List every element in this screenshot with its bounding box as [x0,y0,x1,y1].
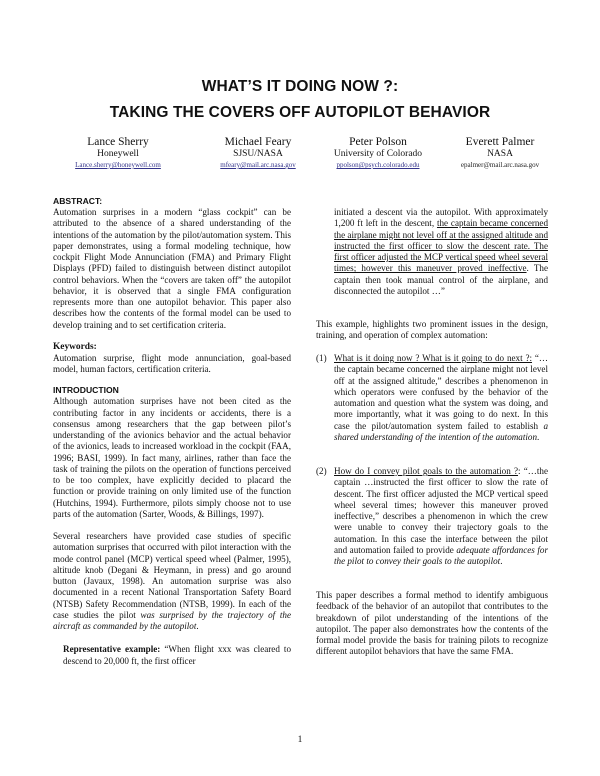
paragraph-text: . [196,621,199,631]
quote-text: . The captain then took manual control of the airplane, and disconnected the autopilot …” [334,263,548,296]
author-name: Everett Palmer [465,136,535,148]
author-affiliation: NASA [487,149,513,159]
introduction-paragraph [53,531,291,632]
paragraph-text: Several researchers have provided case studies of specific automation surprises that occurred with pilot interaction with the mode control panel (MCP) vertical speed wheel (Palmer, 1995), altitude knob (Degani & Heymann, in press) and go around button (Javaux, 1998). An automation surprise was also documented in a recent National Transportation Safety Board (NTSB) Safety Recommendation (NTSB, 1999). In each of the case studies the pilot [53,531,291,620]
list-number: (2) [316,466,327,476]
issue-text: . [500,556,503,566]
author-affiliation: University of Colorado [333,149,423,159]
abstract-text: Automation surprises in a modern “glass cockpit” can be attributed to the absence of a shared understanding of the intentions of the automation by the pilot/automation system. This paper demonstrates, using a formal modeling technique, how cockpit Flight Mode Annunciation (FMA) and Primary Flight Displays (PFD) failed to distinguish between distinct autopilot control behaviors. When the “covers are taken off” the autopilot behavior, it is observed that a single FMA configuration represents more than one autopilot behavior. This paper also describes how the contents of the formal model can be used to develop training and to set certification criteria. [53,207,291,330]
keywords-text: Automation surprise, flight mode annunciation, goal-based model, human factors, certification criteria. [53,352,291,374]
author-email: epalmer@mail.arc.nasa.gov [460,161,540,169]
author-email-link[interactable]: Lance.sherry@honeywell.com [75,161,161,169]
emphasis-text: a shared understanding of the intention of the automation [334,420,548,442]
issue-text: “…the captain became concerned the airplane might not level off at the assigned altitude,” describes a phenomenon in which operators were confused by the behavior of the automation and question what the system was doing, and more importantly, what it was going to do next. In this case the pilot/automation system failed to establish [334,353,548,431]
left-column [53,196,291,667]
introduction-paragraph: Although automation surprises have not been cited as the contributing factor in any incidents or accidents, there is a consensus among researchers that the gap between pilot’s understanding of the avionics behavior and the actual behavior of the avionics, leads to increased workload in the cockpit (FAA, 1996; BASI, 1999). In fact many, airlines, rather than face the task of training the pilots on the operation of functions perceived to be too complex, have explicitly decided to placard the function or provide training on only limited use of the function (Hutchins, 1994). Furthermore, pilots simply choose not to use parts of the automation (Sarter, Woods, & Billings, 1997). [53,396,291,519]
closing-paragraph [316,590,548,658]
author-name: Michael Feary [224,136,292,148]
representative-example-text: “When flight xxx was cleared to descend to 20,000 ft, the first officer [63,644,291,666]
introduction-heading: INTRODUCTION [53,385,119,396]
issue-text: : “…the captain …instructed the first officer to slow the rate of descent. The first officer adjusted the MCP vertical speed wheel several times; however this maneuver proved ineffective,” describes a phenomenon in which the crew were unable to convey their trajectory goals to the automation. In this case the interface between the pilot and automation failed to provide [334,466,548,555]
author-block [198,136,318,171]
emphasis-text: was surprised by the trajectory of the aircraft as commanded by the autopilot [53,609,291,631]
quote-continuation [334,207,548,297]
quote-underlined-text: the captain became concerned the airplane might not level off at the assigned altitude and instructed the first officer to slow the descent rate. The first officer adjusted the MCP vertical speed wheel several times; however this maneuver proved ineffective [334,218,549,274]
author-email-link[interactable]: ppolson@psych.colorado.edu [336,161,420,169]
lead-text: This example, highlights two prominent issues in the design, training, and operation of complex automation: [316,319,548,341]
issue-text: . [537,431,540,442]
author-block [58,136,178,171]
representative-example [53,644,291,667]
abstract-heading: ABSTRACT: [53,196,103,206]
issues-lead-paragraph [316,319,548,342]
representative-example-label: Representative example: [63,644,161,655]
list-number: (1) [316,353,327,363]
issue-heading: What is it doing now ? What is it going to do next ?: [334,353,533,363]
author-block [440,136,560,171]
author-email-link[interactable]: mfeary@mail.arc.nasa.gov [220,161,296,169]
quote-text: initiated a descent via the autopilot. With approximately 1,200 ft left in the descent, [334,207,548,229]
paper-title-line-2: TAKING THE COVERS OFF AUTOPILOT BEHAVIOR [109,104,491,121]
author-affiliation: SJSU/NASA [233,149,283,159]
author-affiliation: Honeywell [97,149,139,159]
issue-heading: How do I convey pilot goals to the automation ? [334,466,519,476]
closing-text: This paper describes a formal method to identify ambiguous feedback of the behavior of an autopilot that contributes to the breakdown of pilot understanding of the intentions of the autopilot. The paper also demonstrates how the contents of the formal model provide the basis for training pilots to recognize different autopilot behaviors that have the same FMA. [316,590,548,657]
author-name: Peter Polson [349,136,407,148]
emphasis-text: adequate affordances for the pilot to convey their goals to the autopilot [334,544,549,566]
page-number: 1 [297,735,303,745]
keywords-heading: Keywords: [53,341,97,352]
issue-item [334,353,548,443]
issue-item [334,466,548,567]
author-name: Lance Sherry [87,136,149,148]
author-block [318,136,438,171]
paper-title-line-1: WHAT’S IT DOING NOW ?: [201,78,399,95]
